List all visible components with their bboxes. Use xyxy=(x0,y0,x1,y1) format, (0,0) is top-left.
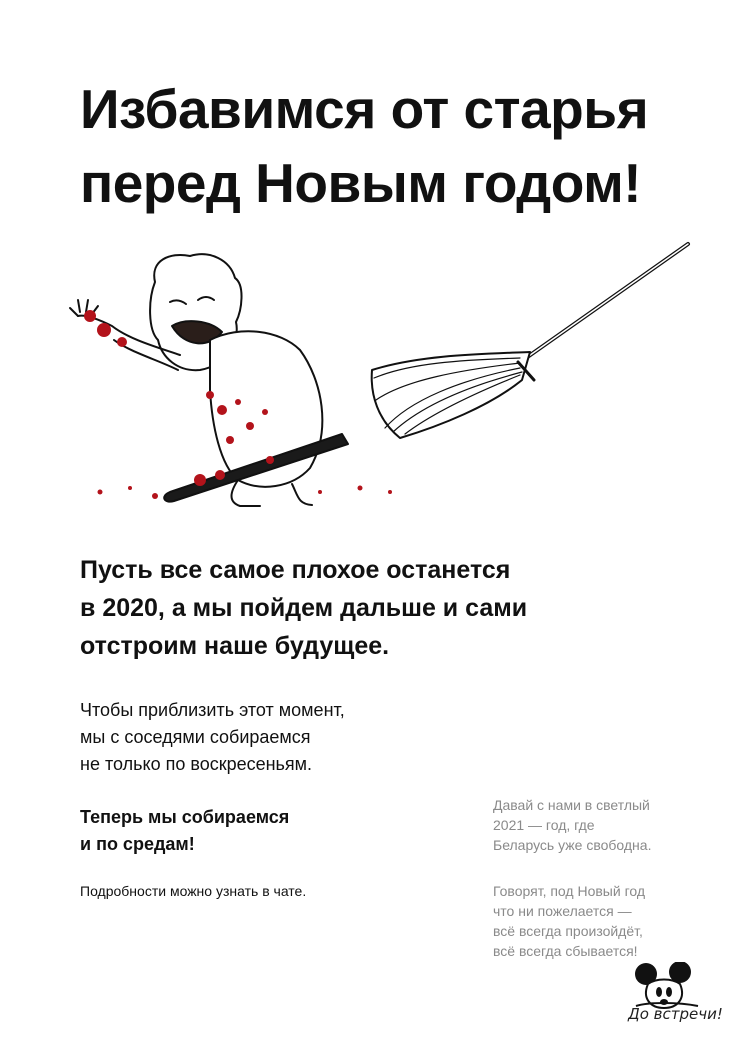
caricature-illustration xyxy=(60,230,710,520)
side-2-line-2: что ни пожелается — xyxy=(493,903,632,919)
title-line-1: Избавимся от старья xyxy=(80,78,649,140)
side-2-line-4: всё всегда сбывается! xyxy=(493,943,638,959)
lead-line-2: в 2020, а мы пойдем дальше и сами xyxy=(80,594,528,622)
side-1-line-3: Беларусь уже свободна. xyxy=(493,837,652,853)
lead-paragraph xyxy=(80,551,640,665)
side-1-line-2: 2021 — год, где xyxy=(493,817,595,833)
lead-line-1: Пусть все самое плохое останется xyxy=(80,556,511,584)
emphasis-paragraph xyxy=(80,804,289,858)
emphasis-line-1: Теперь мы собираемся xyxy=(80,807,290,827)
body-line-3: не только по воскресеньям. xyxy=(80,754,313,774)
sign-off: До встречи! xyxy=(628,1005,723,1023)
lead-line-3: отстроим наше будущее. xyxy=(80,632,390,660)
side-2-line-1: Говорят, под Новый год xyxy=(493,883,646,899)
chat-note: Подробности можно узнать в чате. xyxy=(80,883,307,899)
body-paragraph xyxy=(80,697,345,778)
body-line-1: Чтобы приблизить этот момент, xyxy=(80,700,345,720)
side-1-line-1: Давай с нами в светлый xyxy=(493,797,650,813)
emphasis-line-2: и по средам! xyxy=(80,834,195,854)
side-block-verse xyxy=(493,881,645,961)
side-block-wish xyxy=(493,795,651,855)
poster-title xyxy=(80,72,720,220)
title-line-2: перед Новым годом! xyxy=(80,152,642,214)
side-2-line-3: всё всегда произойдёт, xyxy=(493,923,643,939)
body-line-2: мы с соседями собираемся xyxy=(80,727,311,747)
